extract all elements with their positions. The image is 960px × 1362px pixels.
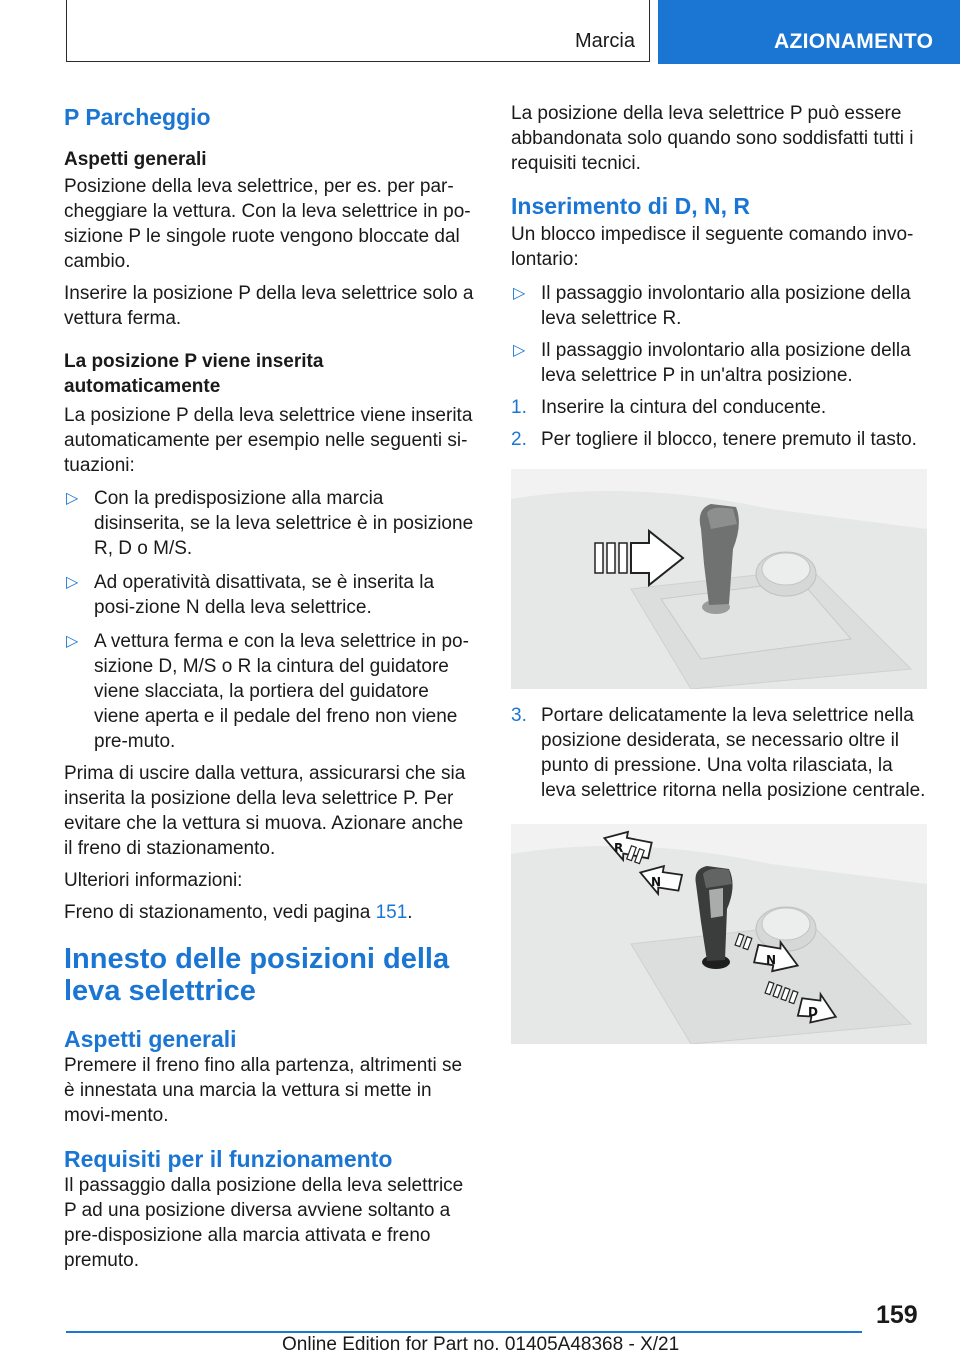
triangle-bullet-icon: ▷ (66, 633, 79, 650)
fig-label-d: D (808, 1005, 818, 1019)
list-item: 2. Per togliere il blocco, tenere premuto il tasto. (511, 429, 917, 450)
heading-inserimento: Inserimento di D, N, R (511, 193, 750, 219)
paragraph: Freno di stazionamento, vedi pagina 151. (64, 902, 413, 923)
heading-aspetti-generali-2: Aspetti generali (64, 1026, 237, 1052)
heading-innesto: Innesto delle posizioni della leva selettrice (64, 943, 450, 1007)
list-item: ▷ A vettura ferma e con la leva selettrice in po-sizione D, M/S o R la cintura del guidatore viene slacciata, la portiera del guidatore viene aperta e il pedale del freno non viene pre-muto. (66, 631, 469, 752)
list-item: ▷ Ad operatività disattivata, se è inserita la posi-zione N della leva selettrice. (66, 572, 435, 618)
bullet-list (64, 486, 476, 754)
numbered-list (511, 395, 927, 452)
page-number: 159 (876, 1301, 918, 1329)
header-chapter-title: Marcia (574, 30, 635, 52)
triangle-bullet-icon: ▷ (513, 342, 526, 359)
paragraph: Posizione della leva selettrice, per es. per par-cheggiare la vettura. Con la leva selettrice in po-sizione P le singole ruote vengono bloccate dal cambio. (64, 176, 471, 272)
paragraph: Premere il freno fino alla partenza, altrimenti se è innestata una marcia la vettura si mette in movi-mento. (64, 1055, 463, 1126)
list-item: 3. Portare delicatamente la leva selettrice nella posizione desiderata, se necessario oltre il punto di pressione. Una volta rilasciata, la leva selettrice ritorna nella posizione centrale. (511, 705, 926, 801)
fig-label-n-bottom: N (766, 953, 777, 967)
footer-divider (66, 1331, 862, 1333)
header-chapter-box (66, 0, 650, 62)
lever-positions-illustration (511, 824, 927, 1044)
left-column (64, 100, 476, 1273)
triangle-bullet-icon: ▷ (66, 490, 79, 507)
figure-lever-lock-button (511, 469, 927, 689)
bullet-list (511, 281, 927, 388)
list-item: 1. Inserire la cintura del conducente. (511, 397, 827, 418)
paragraph: Un blocco impedisce il seguente comando invo-lontario: (511, 224, 914, 270)
heading-requisiti: Requisiti per il funzionamento (64, 1146, 393, 1172)
header-section-tab: AZIONAMENTO (658, 0, 960, 64)
page-link[interactable]: 151 (375, 902, 408, 923)
triangle-bullet-icon: ▷ (66, 574, 79, 591)
right-column (511, 101, 927, 1044)
paragraph: Prima di uscire dalla vettura, assicurarsi che sia inserita la posizione della leva selettrice P. Per evitare che la vettura si muova. Azionare anche il freno di stazionamento. (64, 763, 466, 859)
paragraph: La posizione della leva selettrice P può essere abbandonata solo quando sono soddisfatti tutti i requisiti tecnici. (511, 103, 914, 174)
footer-edition: Online Edition for Part no. 01405A48368 - X/21 (282, 1334, 680, 1355)
triangle-bullet-icon: ▷ (513, 285, 526, 302)
list-item: ▷ Con la predisposizione alla marcia disinserita, se la leva selettrice è in posizione R, D o M/S. (66, 488, 474, 559)
fig-label-r: R (614, 841, 624, 855)
list-item: ▷ Il passaggio involontario alla posizione della leva selettrice P in un'altra posizione. (513, 340, 911, 386)
paragraph: Ulteriori informazioni: (64, 870, 243, 891)
heading-aspetti-generali: Aspetti generali (64, 149, 207, 170)
lever-lock-illustration (511, 469, 927, 689)
paragraph: La posizione P della leva selettrice viene inserita automaticamente per esempio nelle seguenti si-tuazioni: (64, 405, 473, 476)
paragraph: Il passaggio dalla posizione della leva selettrice P ad una posizione diversa avviene soltanto a pre-disposizione alla marcia attivata e freno premuto. (64, 1175, 464, 1271)
heading-p-automatica: La posizione P viene inserita automaticamente (64, 351, 324, 397)
list-item: ▷ Il passaggio involontario alla posizione della leva selettrice R. (513, 283, 911, 329)
fig-label-n-top: N (651, 875, 662, 889)
paragraph: Inserire la posizione P della leva selettrice solo a vettura ferma. (64, 283, 474, 329)
figure-lever-positions (511, 824, 927, 1044)
heading-p-parcheggio: P Parcheggio (64, 104, 211, 130)
